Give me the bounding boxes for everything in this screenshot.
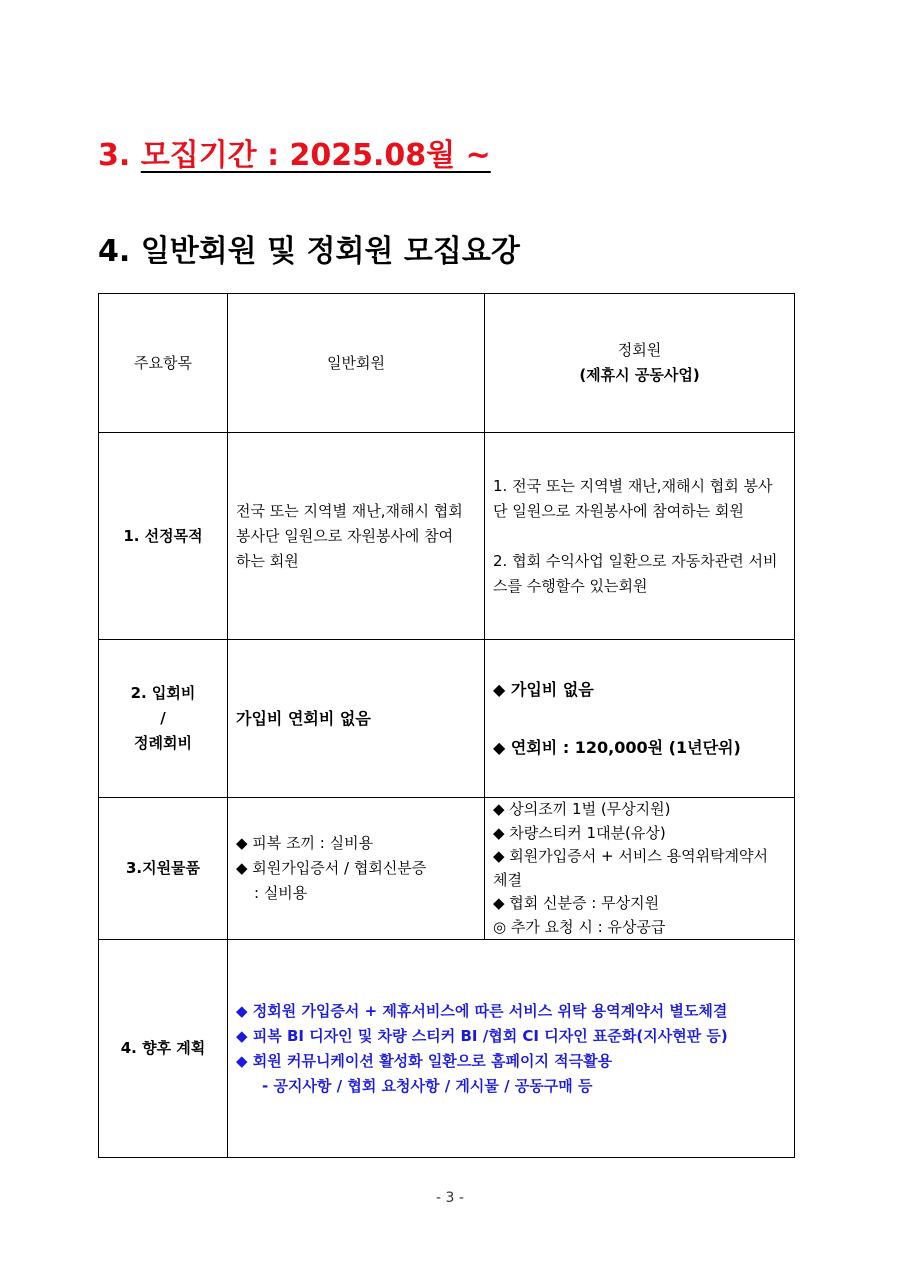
general-supplies bbox=[228, 798, 485, 940]
row-label-fee bbox=[99, 640, 228, 798]
row-label-fee-2: / bbox=[160, 709, 166, 727]
plan-item-1: ◆ 정회원 가입증서 + 제휴서비스에 따른 서비스 위탁 용역계약서 별도체결 bbox=[236, 1001, 728, 1020]
regular-fee bbox=[485, 640, 795, 798]
header-general: 일반회원 bbox=[228, 294, 485, 433]
header-item: 주요항목 bbox=[99, 294, 228, 433]
general-supplies-3: : 실비용 bbox=[254, 884, 308, 902]
regular-fee-1: ◆ 가입비 없음 bbox=[493, 680, 594, 699]
regular-supplies-1: ◆ 상의조끼 1벌 (무상지원) bbox=[493, 800, 671, 818]
section-4-heading: 4. 일반회원 및 정회원 모집요강 bbox=[98, 234, 520, 269]
general-supplies-2: ◆ 회원가입증서 / 협회신분증 bbox=[236, 859, 427, 877]
section-3-heading bbox=[98, 130, 491, 174]
future-plan bbox=[228, 940, 795, 1158]
table-row bbox=[99, 433, 795, 640]
page-number: - 3 - bbox=[436, 1190, 464, 1206]
header-regular-subtitle: (제휴시 공동사업) bbox=[579, 366, 700, 384]
plan-item-2: ◆ 피복 BI 디자인 및 차량 스티커 BI /협회 CI 디자인 표준화(지사현판 등) bbox=[236, 1026, 728, 1045]
header-regular bbox=[485, 294, 795, 433]
table-row bbox=[99, 940, 795, 1158]
regular-supplies-2: ◆ 차량스티커 1대분(유상) bbox=[493, 823, 666, 842]
header-regular-title: 정회원 bbox=[617, 341, 662, 359]
regular-fee-2: ◆ 연회비 : 120,000원 (1년단위) bbox=[493, 738, 741, 757]
row-label-purpose: 1. 선정목적 bbox=[99, 433, 228, 640]
table-row bbox=[99, 798, 795, 940]
section-3-number: 3. bbox=[98, 138, 131, 173]
regular-supplies-3: ◆ 회원가입증서 + 서비스 용역위탁계약서 체결 bbox=[493, 847, 769, 889]
section-3-title: 모집기간 : 2025.08월 ~ bbox=[140, 138, 491, 173]
general-fee: 가입비 연회비 없음 bbox=[228, 640, 485, 798]
row-label-supplies: 3.지원물품 bbox=[99, 798, 228, 940]
table-row bbox=[99, 640, 795, 798]
regular-supplies bbox=[485, 798, 795, 940]
row-label-fee-3: 정례회비 bbox=[134, 734, 192, 752]
recruitment-table bbox=[98, 293, 795, 1158]
general-supplies-1: ◆ 피복 조끼 : 실비용 bbox=[236, 834, 374, 852]
row-label-plan: 4. 향후 계획 bbox=[99, 940, 228, 1158]
regular-purpose-2: 2. 협회 수익사업 일환으로 자동차관련 서비스를 수행할수 있는회원 bbox=[493, 551, 778, 595]
table-header-row bbox=[99, 294, 795, 433]
row-label-fee-1: 2. 입회비 bbox=[130, 684, 196, 702]
regular-supplies-5: ◎ 추가 요청 시 : 유상공급 bbox=[493, 917, 666, 936]
general-purpose-text: 전국 또는 지역별 재난,재해시 협회 봉사단 일원으로 자원봉사에 참여하는 회원 bbox=[236, 501, 463, 570]
regular-purpose-1: 1. 전국 또는 지역별 재난,재해시 협회 봉사단 일원으로 자원봉사에 참여하는 회원 bbox=[493, 476, 773, 520]
plan-item-4: - 공지사항 / 협회 요청사항 / 게시물 / 공동구매 등 bbox=[262, 1076, 593, 1095]
regular-supplies-4: ◆ 협회 신분증 : 무상지원 bbox=[493, 894, 660, 912]
plan-item-3: ◆ 회원 커뮤니케이션 활성화 일환으로 홈페이지 적극활용 bbox=[236, 1051, 613, 1070]
general-purpose bbox=[228, 433, 485, 640]
regular-purpose bbox=[485, 433, 795, 640]
